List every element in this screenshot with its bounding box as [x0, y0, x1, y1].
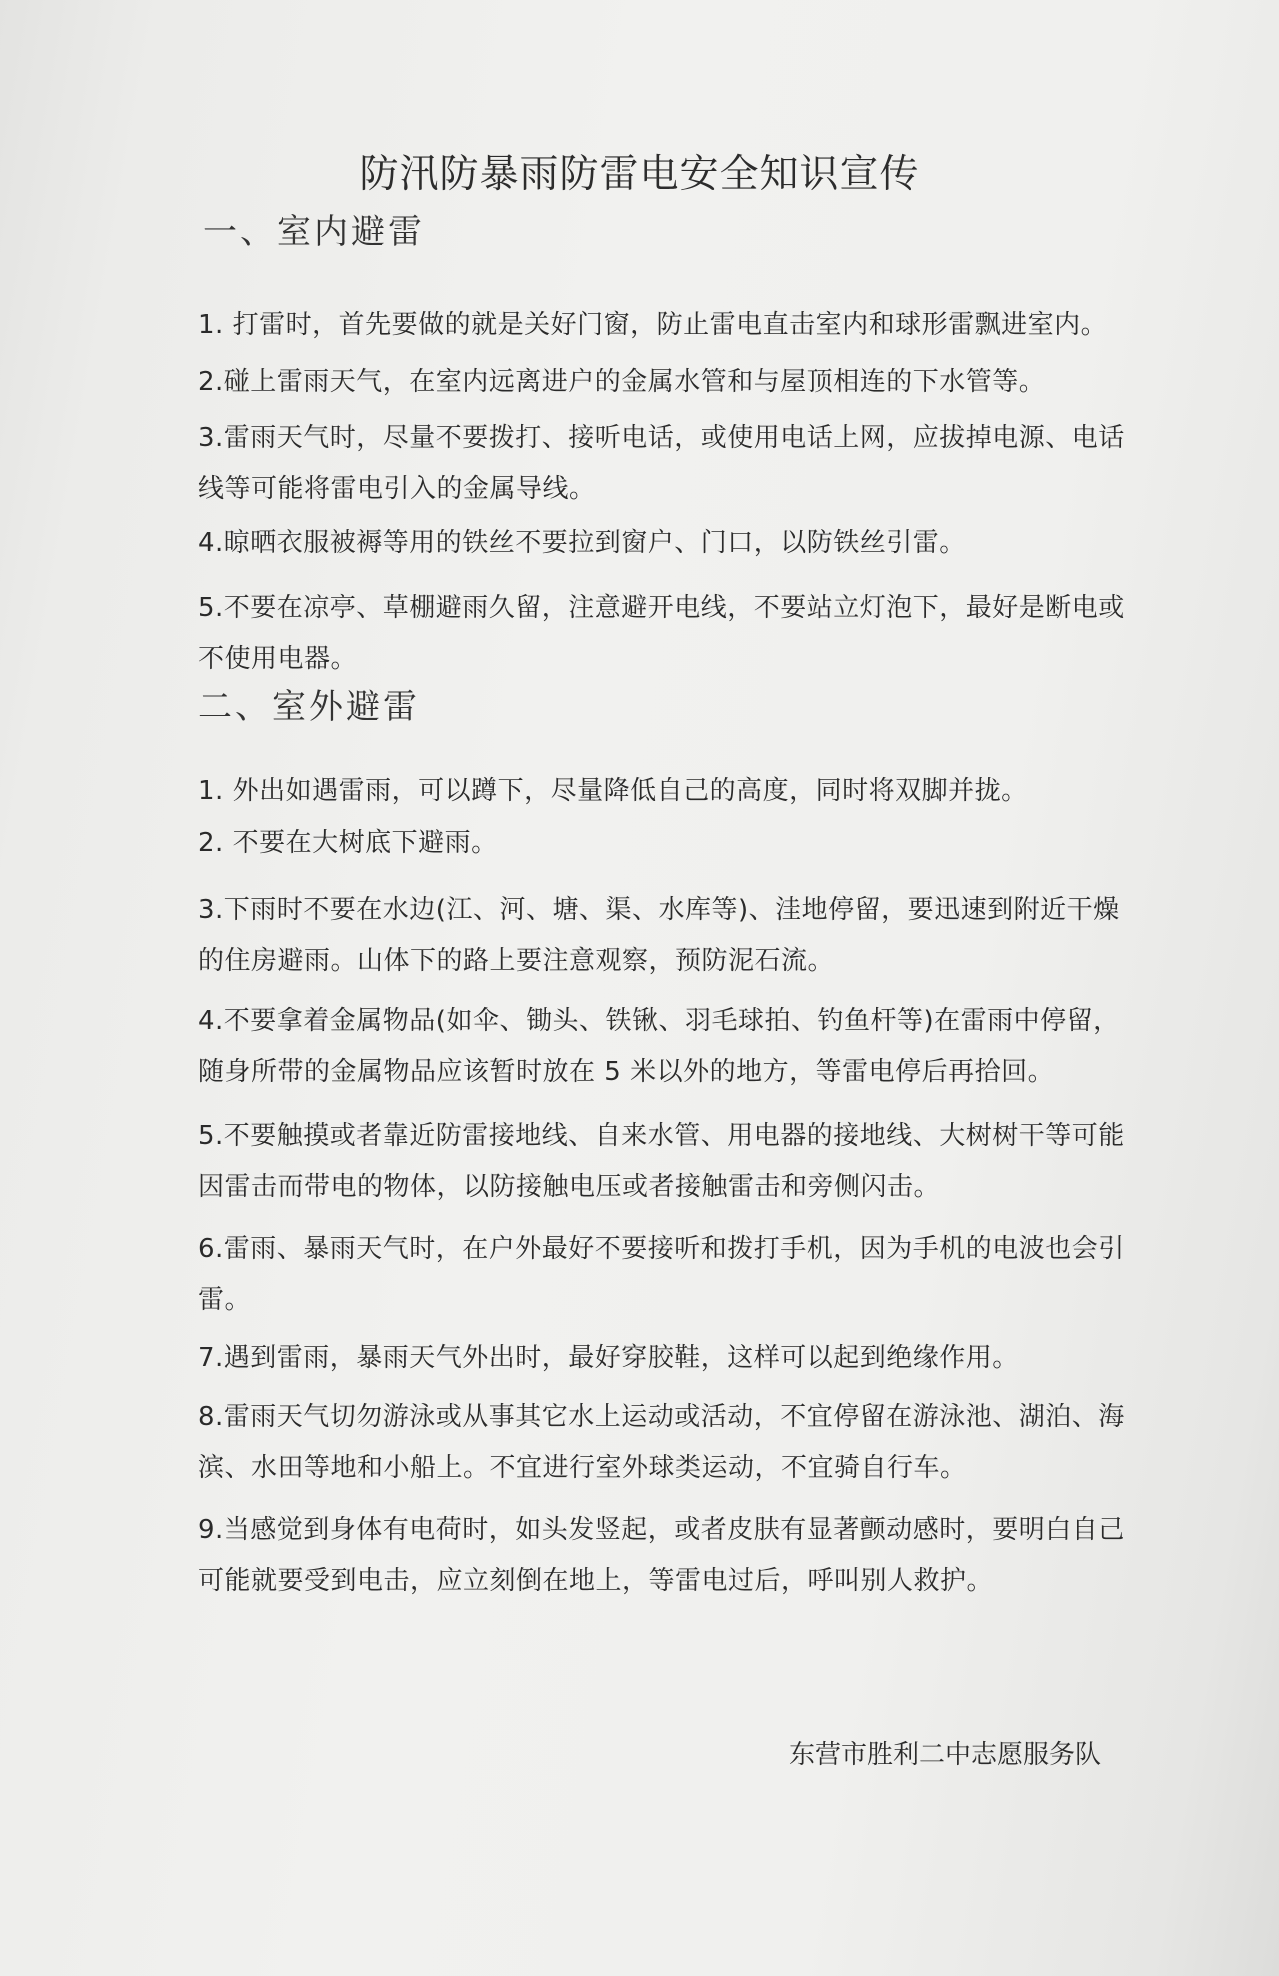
- indoor-item-3: 3.雷雨天气时，尽量不要拨打、接听电话，或使用电话上网，应拔掉电源、电话线等可能将雷电引入的金属导线。: [198, 423, 1125, 504]
- outdoor-item-8: 8.雷雨天气切勿游泳或从事其它水上运动或活动，不宜停留在游泳池、湖泊、海滨、水田等地和小船上。不宜进行室外球类运动，不宜骑自行车。: [198, 1402, 1125, 1483]
- signature-organization: 东营市胜利二中志愿服务队: [788, 1740, 1101, 1770]
- indoor-item-4: 4.晾晒衣服被褥等用的铁丝不要拉到窗户、门口，以防铁丝引雷。: [198, 528, 966, 558]
- outdoor-item-9: 9.当感觉到身体有电荷时，如头发竖起，或者皮肤有显著颤动感时，要明白自己可能就要受到电击，应立刻倒在地上，等雷电过后，呼叫别人救护。: [198, 1515, 1125, 1596]
- indoor-item-2: 2.碰上雷雨天气，在室内远离进户的金属水管和与屋顶相连的下水管等。: [198, 367, 1046, 397]
- outdoor-item-3: 3.下雨时不要在水边(江、河、塘、渠、水库等)、洼地停留，要迅速到附近干燥的住房避雨。山体下的路上要注意观察，预防泥石流。: [198, 895, 1120, 976]
- outdoor-item-7: 7.遇到雷雨，暴雨天气外出时，最好穿胶鞋，这样可以起到绝缘作用。: [198, 1343, 1019, 1373]
- section-heading-indoor: 一、室内避雷: [203, 212, 425, 252]
- document-title: 防汛防暴雨防雷电安全知识宣传: [359, 152, 920, 197]
- indoor-item-1: 1. 打雷时，首先要做的就是关好门窗，防止雷电直击室内和球形雷飘进室内。: [198, 310, 1108, 340]
- outdoor-item-4: 4.不要拿着金属物品(如伞、锄头、铁锹、羽毛球拍、钓鱼杆等)在雷雨中停留，随身所带的金属物品应该暂时放在 5 米以外的地方，等雷电停后再拾回。: [198, 1006, 1120, 1087]
- outdoor-item-1: 1. 外出如遇雷雨，可以蹲下，尽量降低自己的高度，同时将双脚并拢。: [198, 776, 1028, 806]
- outdoor-item-5: 5.不要触摸或者靠近防雷接地线、自来水管、用电器的接地线、大树树干等可能因雷击而带电的物体，以防接触电压或者接触雷击和旁侧闪击。: [198, 1121, 1125, 1202]
- outdoor-item-6: 6.雷雨、暴雨天气时，在户外最好不要接听和拨打手机，因为手机的电波也会引雷。: [198, 1234, 1125, 1315]
- outdoor-item-2: 2. 不要在大树底下避雨。: [198, 828, 498, 858]
- section-heading-outdoor: 二、室外避雷: [198, 687, 420, 727]
- indoor-item-5: 5.不要在凉亭、草棚避雨久留，注意避开电线，不要站立灯泡下，最好是断电或不使用电器。: [198, 593, 1125, 674]
